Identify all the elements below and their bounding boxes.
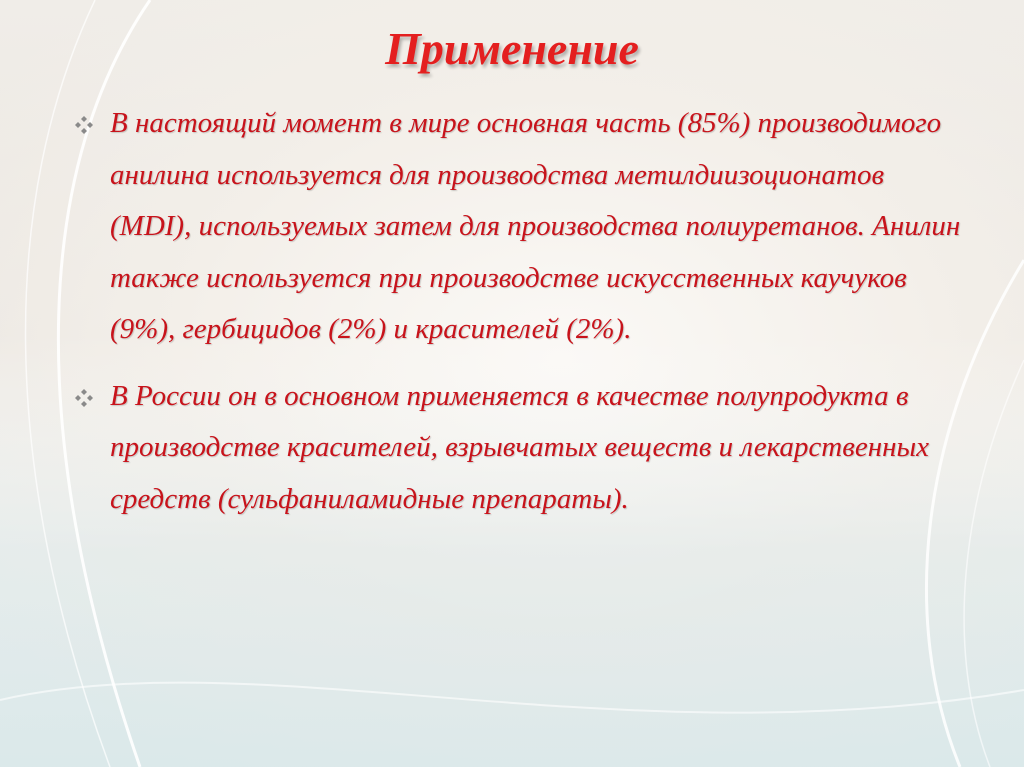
bullet-item [74, 98, 964, 356]
slide-title: Применение [385, 23, 639, 74]
bullet-text: В России он в основном применяется в качестве полупродукта в производстве красителей, взрывчатых веществ и лекарственных средств (сульфаниламидные препараты). [110, 379, 929, 515]
bullet-text: В настоящий момент в мире основная часть (85%) производимого анилина используется для производства метилдиизоционатов (MDI), используемых затем для производства полиуретанов. Анилин также используется при производстве искусственных каучуков (9%), гербицидов (2%) и красителей (2%). [110, 107, 961, 345]
four-diamond-bullet-icon [74, 388, 94, 408]
four-diamond-bullet-icon [74, 115, 94, 135]
bullet-list [74, 98, 964, 525]
bullet-item [74, 371, 964, 526]
